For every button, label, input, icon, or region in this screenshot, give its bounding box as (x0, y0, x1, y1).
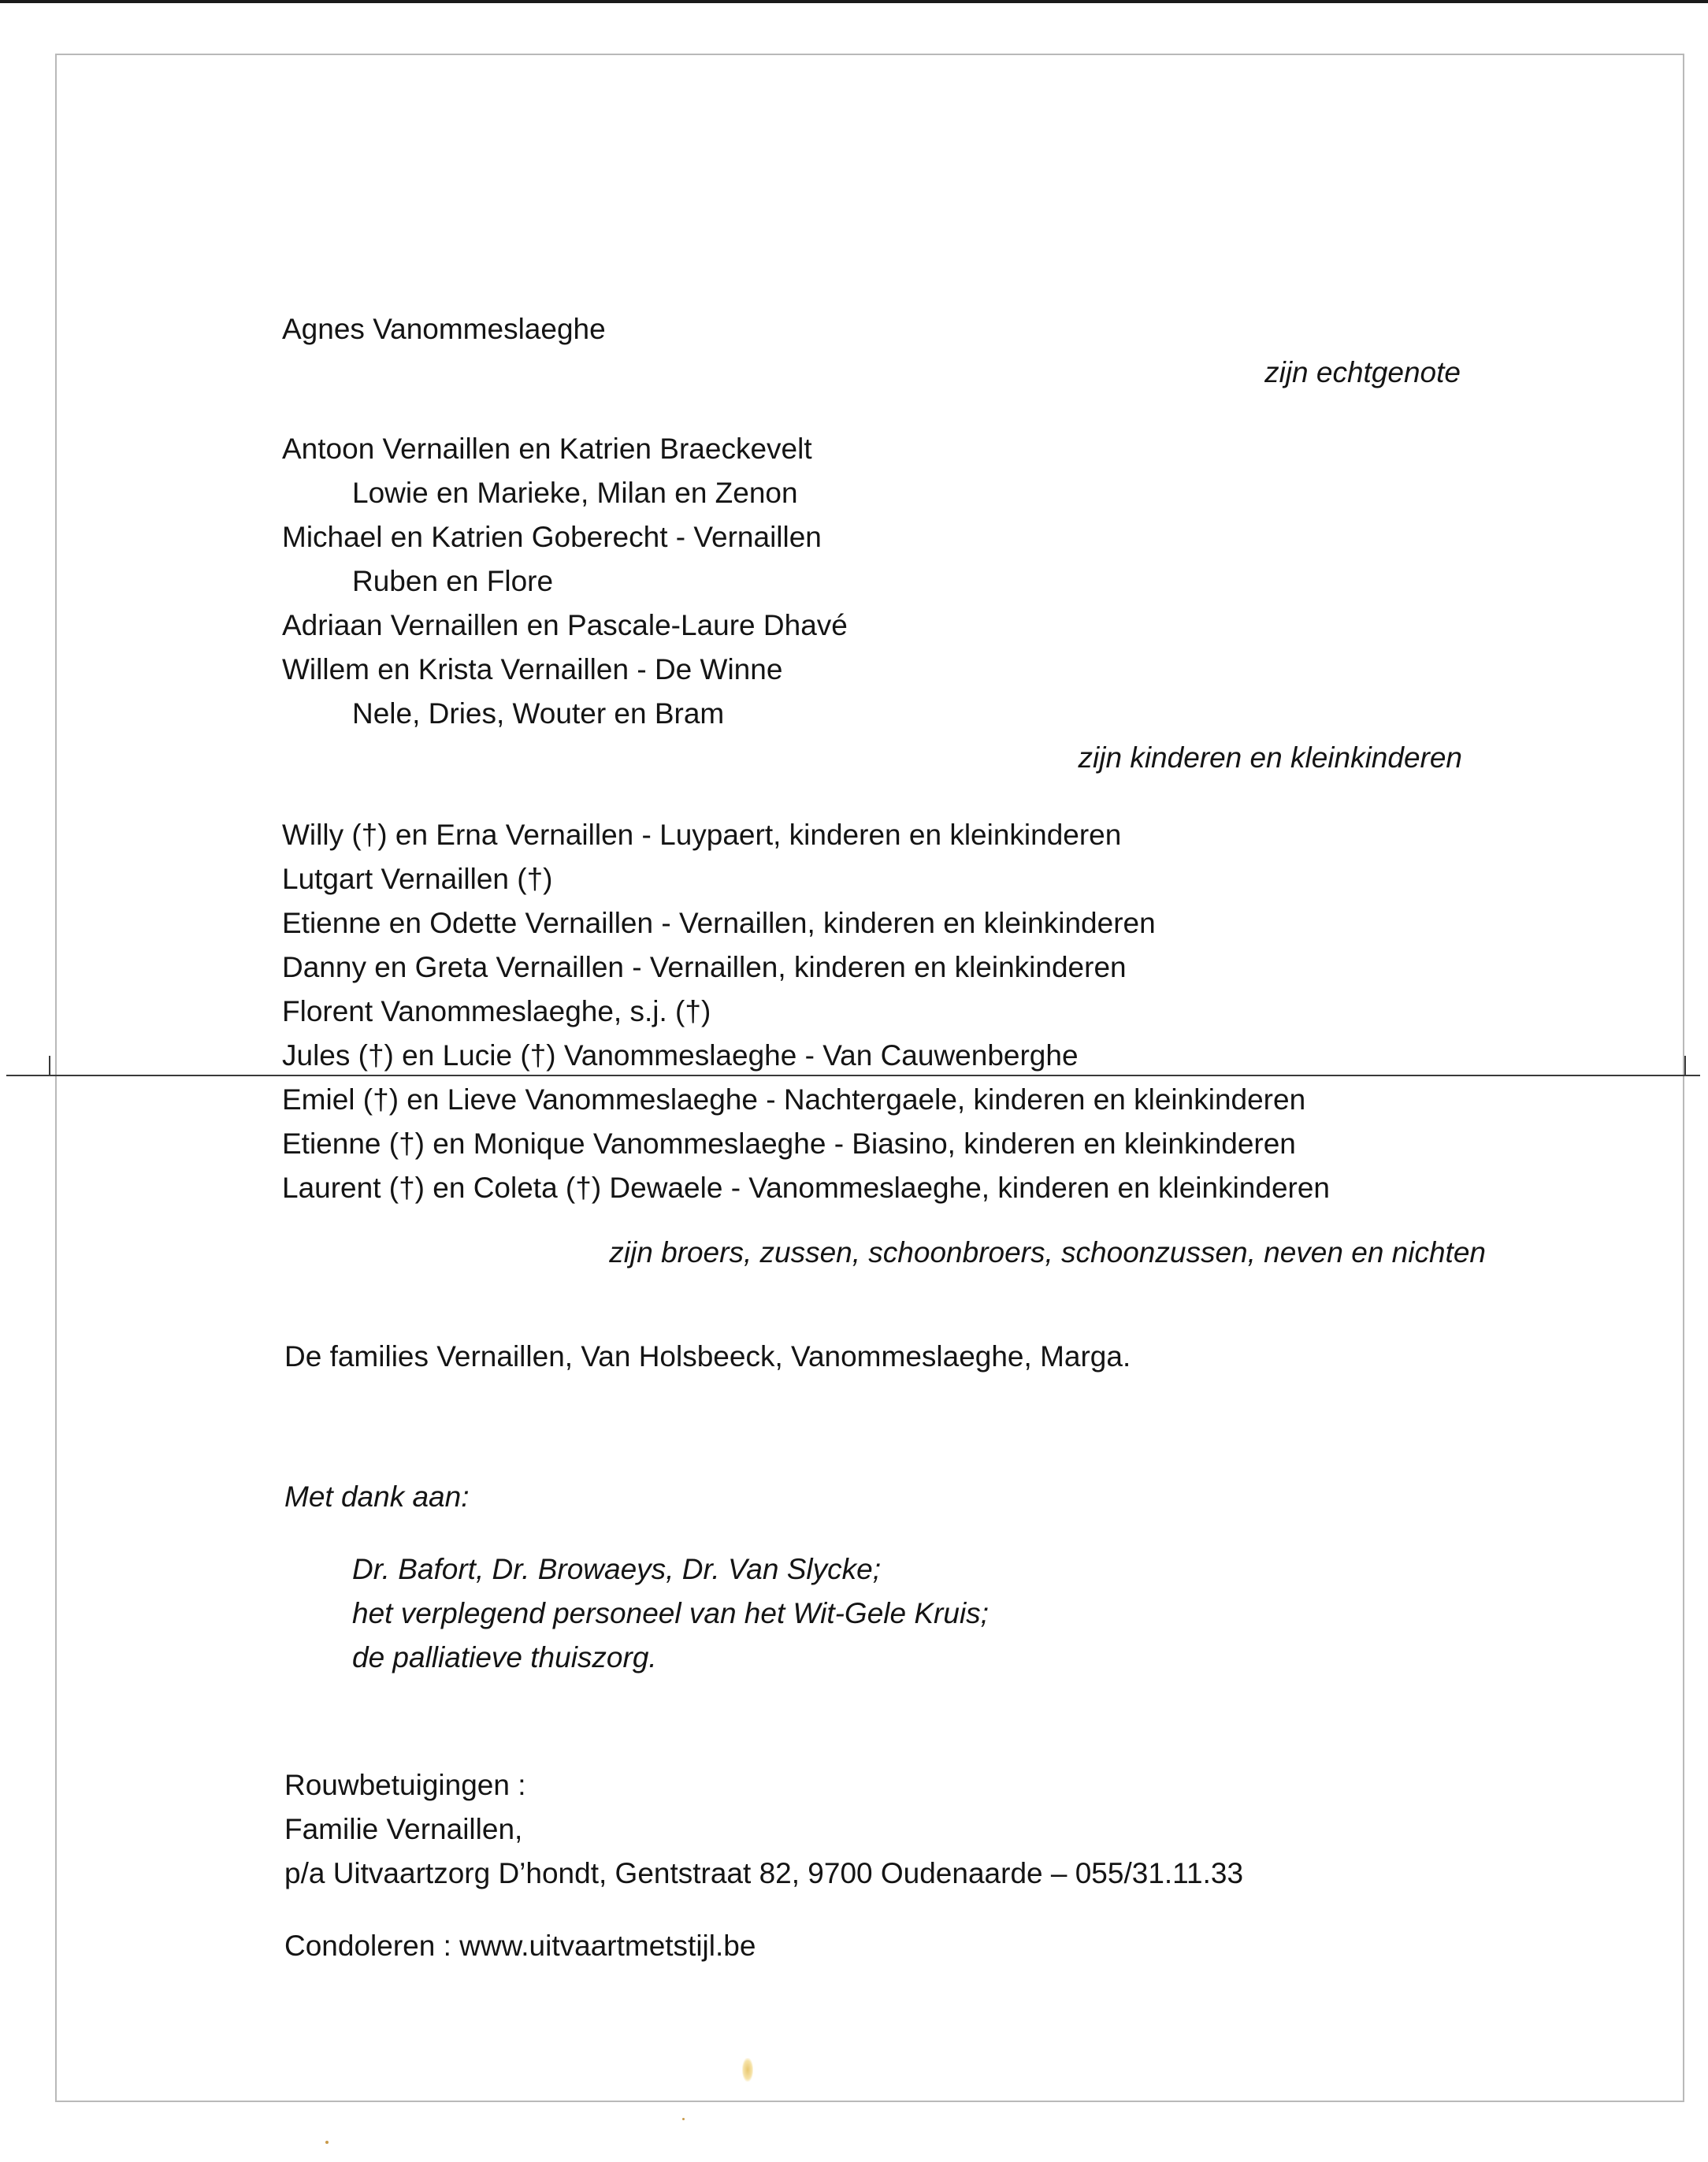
sibling-line: Emiel (†) en Lieve Vanommeslaeghe - Nachtergaele, kinderen en kleinkinderen (282, 1083, 1306, 1116)
sibling-line: Etienne (†) en Monique Vanommeslaeghe - Biasino, kinderen en kleinkinderen (282, 1127, 1296, 1160)
thanks-line: Dr. Bafort, Dr. Browaeys, Dr. Van Slycke; (352, 1553, 881, 1585)
spouse-name: Agnes Vanommeslaeghe (282, 313, 606, 345)
condolences-address: p/a Uitvaartzorg D’hondt, Gentstraat 82, 9700 Oudenaarde – 055/31.11.33 (284, 1857, 1244, 1889)
condolences-online: Condoleren : www.uitvaartmetstijl.be (284, 1930, 756, 1962)
thanks-heading: Met dank aan: (284, 1480, 470, 1513)
siblings-caption: zijn broers, zussen, schoonbroers, schoonzussen, neven en nichten (609, 1236, 1486, 1269)
children-line: Willem en Krista Vernaillen - De Winne (282, 653, 783, 685)
scan-speck (325, 2141, 329, 2144)
sibling-line: Danny en Greta Vernaillen - Vernaillen, kinderen en kleinkinderen (282, 951, 1127, 983)
sibling-line: Etienne en Odette Vernaillen - Vernaillen, kinderen en kleinkinderen (282, 907, 1156, 939)
fold-line (6, 1075, 1700, 1076)
condolences-heading: Rouwbetuigingen : (284, 1769, 526, 1801)
thanks-line: het verplegend personeel van het Wit-Gele Kruis; (352, 1597, 989, 1629)
top-border-line (0, 0, 1708, 3)
grandchildren-line: Lowie en Marieke, Milan en Zenon (352, 477, 798, 509)
condolences-recipient: Familie Vernaillen, (284, 1813, 523, 1845)
fold-mark-right (1684, 1056, 1686, 1076)
children-caption: zijn kinderen en kleinkinderen (1078, 741, 1462, 774)
grandchildren-line: Ruben en Flore (352, 565, 554, 597)
sibling-line: Florent Vanommeslaeghe, s.j. (†) (282, 995, 711, 1027)
sibling-line: Laurent (†) en Coleta (†) Dewaele - Vanommeslaeghe, kinderen en kleinkinderen (282, 1172, 1331, 1204)
children-line: Antoon Vernaillen en Katrien Braeckevelt (282, 433, 812, 465)
families-line: De families Vernaillen, Van Holsbeeck, Vanommeslaeghe, Marga. (284, 1340, 1131, 1373)
scan-speck (682, 2118, 685, 2120)
sibling-line: Jules (†) en Lucie (†) Vanommeslaeghe - Van Cauwenberghe (282, 1039, 1079, 1072)
children-line: Adriaan Vernaillen en Pascale-Laure Dhavé (282, 609, 848, 641)
thanks-line: de palliatieve thuiszorg. (352, 1641, 657, 1674)
spouse-caption: zijn echtgenote (1264, 356, 1461, 388)
grandchildren-line: Nele, Dries, Wouter en Bram (352, 697, 725, 730)
fold-mark-left (49, 1056, 50, 1076)
children-line: Michael en Katrien Goberecht - Vernaillen (282, 521, 822, 553)
sibling-line: Willy (†) en Erna Vernaillen - Luypaert, kinderen en kleinkinderen (282, 819, 1122, 851)
scan-speck (742, 2058, 753, 2082)
sibling-line: Lutgart Vernaillen (†) (282, 863, 553, 895)
